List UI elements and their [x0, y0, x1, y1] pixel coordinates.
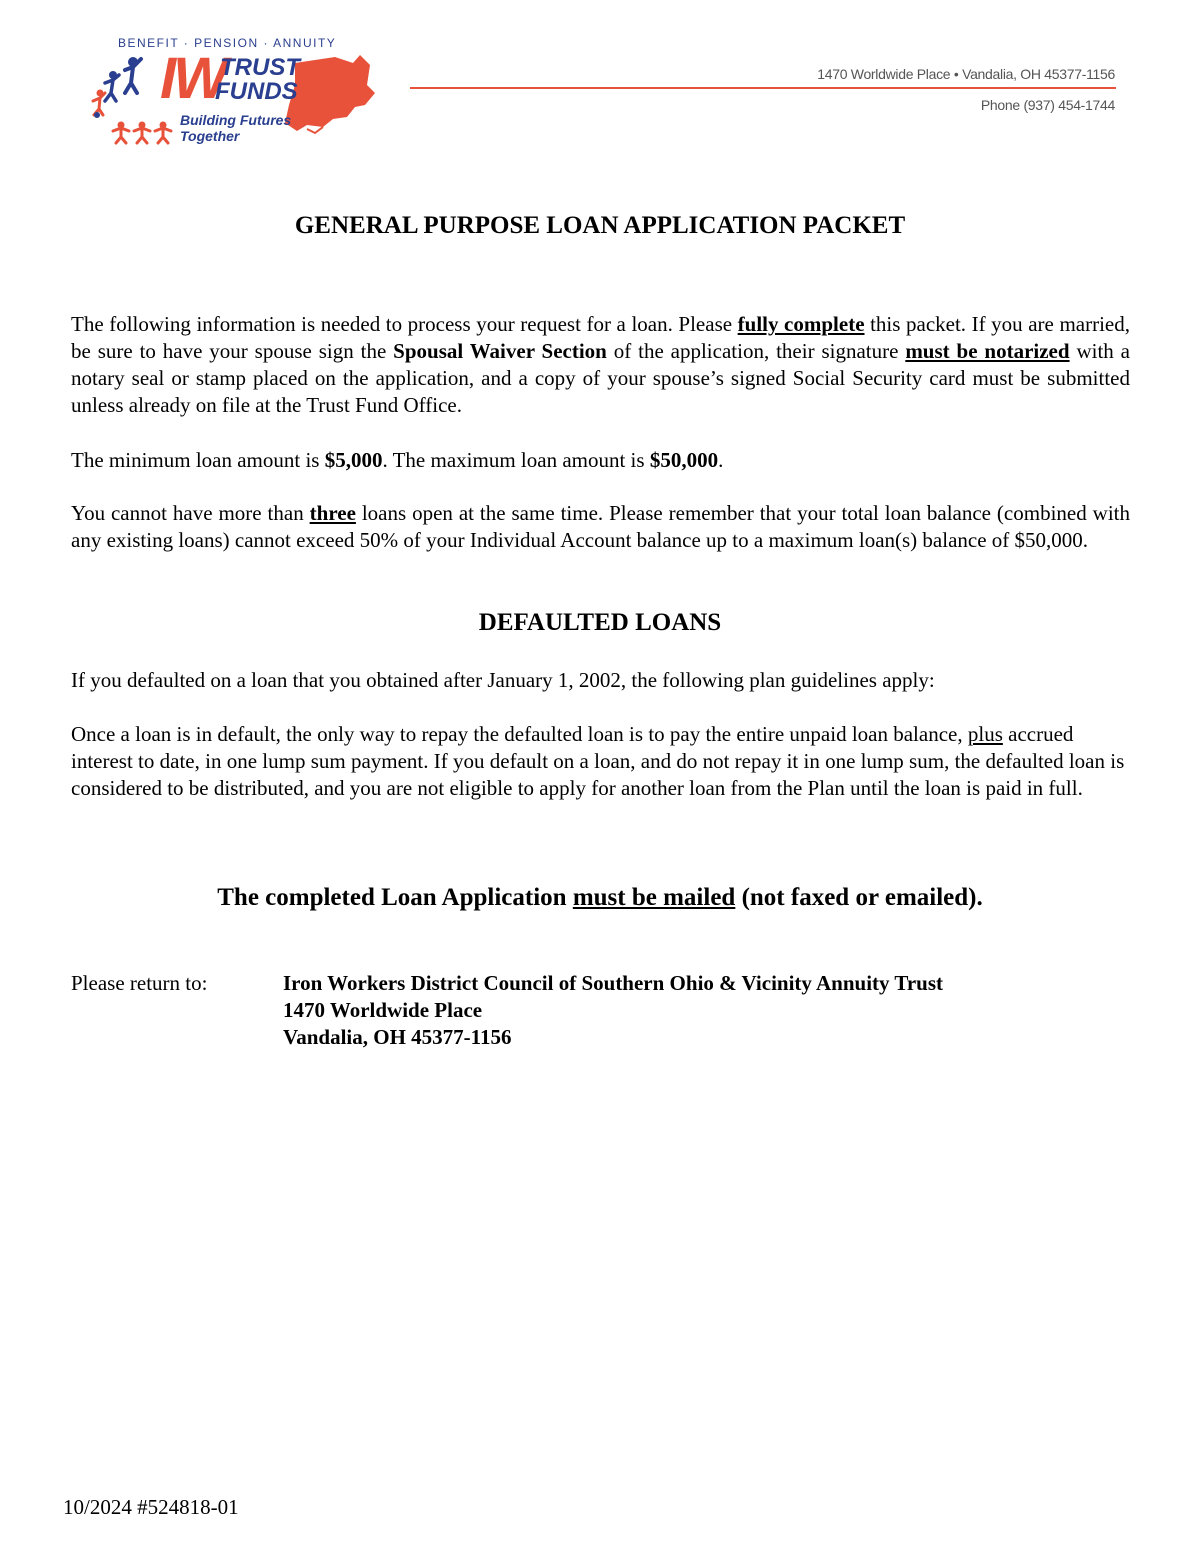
- logo-tagline: BENEFIT · PENSION · ANNUITY: [118, 36, 337, 50]
- logo-motto-line-2: Together: [180, 128, 240, 144]
- logo-trust-text: TRUST: [220, 54, 300, 81]
- return-address: [283, 970, 943, 1051]
- logo-iw-text: IW: [160, 46, 225, 111]
- return-label: Please return to:: [71, 971, 208, 995]
- office-address: 1470 Worldwide Place • Vandalia, OH 45377-1156: [817, 66, 1115, 82]
- three-loans-emphasis: three: [309, 501, 356, 525]
- logo-funds-text: FUNDS: [215, 78, 298, 105]
- intro-paragraph: The following information is needed to process your request for a loan. Please fully complete this packet. If you are married, be sure to have your spouse sign the Spousal Waiver Section of the application, their signature must be notarized with a notary seal or stamp placed on the application, and a copy of your spouse’s signed Social Security card must be submitted unless already on file at the Trust Fund Office.: [71, 312, 1130, 417]
- loan-amount-paragraph: The minimum loan amount is $5,000. The maximum loan amount is $50,000.: [71, 448, 724, 472]
- defaulted-intro-paragraph: If you defaulted on a loan that you obtained after January 1, 2002, the following plan guidelines apply:: [71, 668, 935, 692]
- must-be-mailed-emphasis: must be mailed: [572, 884, 736, 911]
- letterhead: [0, 0, 1200, 170]
- return-address-line-3: Vandalia, OH 45377-1156: [283, 1025, 512, 1049]
- loan-limit-paragraph: You cannot have more than three loans open at the same time. Please remember that your total loan balance (combined with any existing loans) cannot exceed 50% of your Individual Account balance up to a maximum loan(s) balance of $50,000.: [71, 501, 1130, 552]
- spousal-waiver-emphasis: Spousal Waiver Section: [393, 339, 607, 363]
- logo-motto-line-1: Building Futures: [180, 112, 292, 128]
- mailing-notice: The completed Loan Application must be mailed (not faxed or emailed).: [217, 884, 983, 911]
- return-address-line-1: Iron Workers District Council of Southern Ohio & Vicinity Annuity Trust: [283, 971, 944, 995]
- header-divider: [410, 87, 1116, 89]
- defaulted-rules-paragraph: Once a loan is in default, the only way to repay the defaulted loan is to pay the entire unpaid loan balance, plus accrued interest to date, in one lump sum payment. If you default on a loan, and do not repay it in one lump sum, the defaulted loan is considered to be distributed, and you are not eligible to apply for another loan from the Plan until the loan is paid in full.: [71, 722, 1125, 800]
- fully-complete-emphasis: fully complete: [737, 312, 865, 336]
- plus-emphasis: plus: [967, 722, 1003, 746]
- office-phone: Phone (937) 454-1744: [980, 97, 1115, 113]
- maximum-amount: $50,000: [649, 448, 719, 472]
- defaulted-loans-heading: DEFAULTED LOANS: [478, 609, 722, 636]
- page-title: GENERAL PURPOSE LOAN APPLICATION PACKET: [294, 212, 906, 239]
- must-be-notarized-emphasis: must be notarized: [905, 339, 1070, 363]
- form-footer-code: 10/2024 #524818-01: [63, 1495, 239, 1519]
- minimum-amount: $5,000: [324, 448, 383, 472]
- return-address-line-2: 1470 Worldwide Place: [283, 998, 483, 1022]
